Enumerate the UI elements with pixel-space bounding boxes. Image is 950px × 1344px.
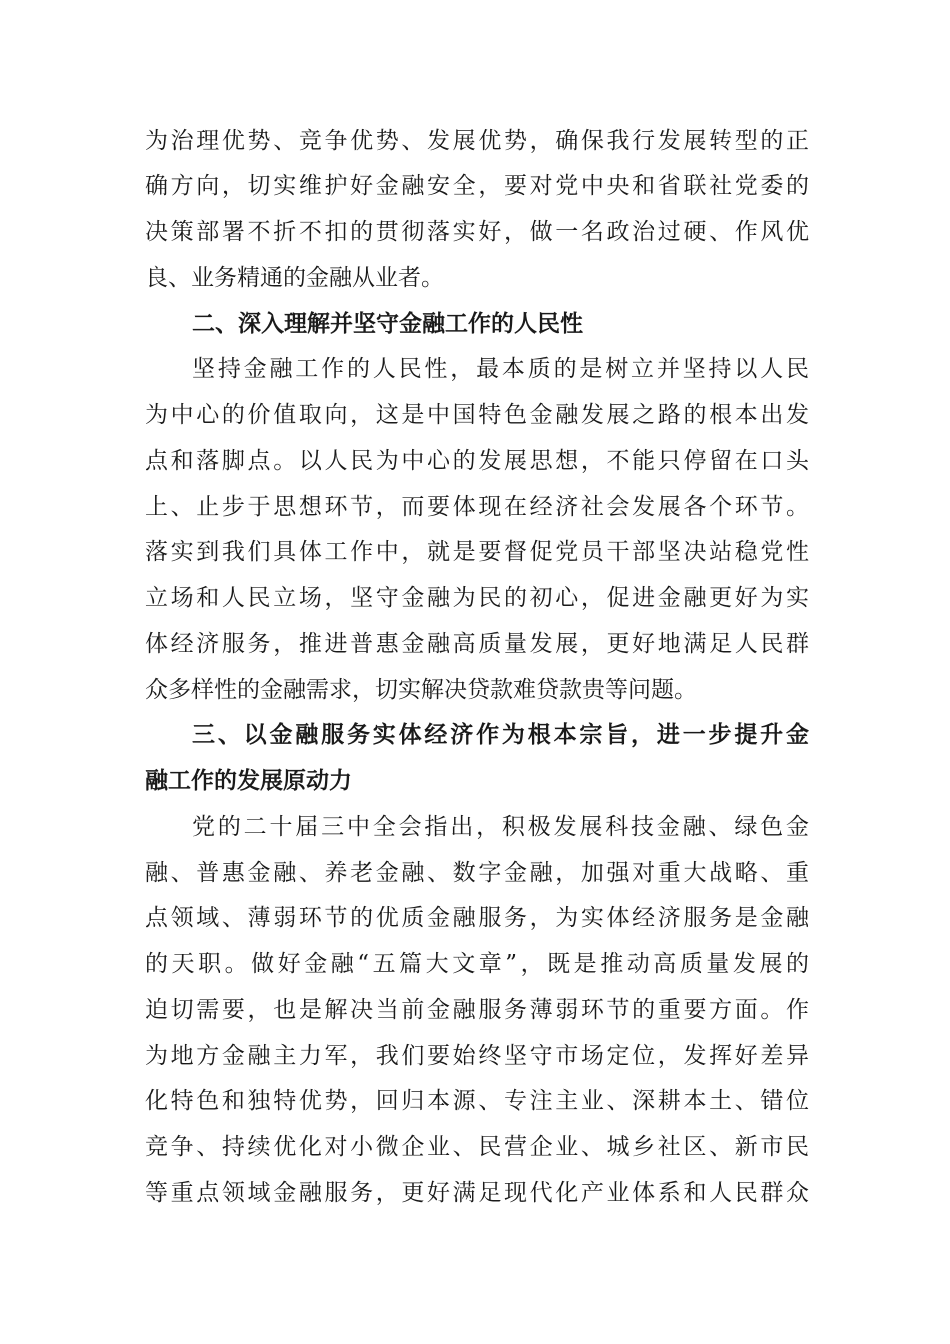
paragraph-line: 党的二十届三中全会指出，积极发展科技金融、绿色金 [192,814,809,840]
paragraph-line: 为治理优势、竞争优势、发展优势，确保我行发展转型的正 [145,128,809,154]
paragraph-line: 点领域、薄弱环节的优质金融服务，为实体经济服务是金融 [145,905,809,931]
paragraph-line: 落实到我们具体工作中，就是要督促党员干部坚决站稳党性 [145,539,809,565]
paragraph-line: 立场和人民立场，坚守金融为民的初心，促进金融更好为实 [145,585,809,611]
paragraph-line: 等重点领域金融服务，更好满足现代化产业体系和人民群众 [145,1180,809,1206]
paragraph-line: 坚持金融工作的人民性，最本质的是树立并坚持以人民 [192,356,809,382]
section-heading: 三、以金融服务实体经济作为根本宗旨，进一步提升金 [192,722,809,748]
paragraph-line: 众多样性的金融需求，切实解决贷款难贷款贵等问题。 [145,677,697,703]
paragraph-line: 的天职。做好金融“五篇大文章”，既是推动高质量发展的 [145,951,809,977]
paragraph-line: 为地方金融主力军，我们要始终坚守市场定位，发挥好差异 [145,1043,809,1069]
paragraph-line: 良、业务精通的金融从业者。 [145,265,444,291]
paragraph-line: 化特色和独特优势，回归本源、专注主业、深耕本土、错位 [145,1088,809,1114]
paragraph-line: 竞争、持续优化对小微企业、民营企业、城乡社区、新市民 [145,1134,809,1160]
paragraph-line: 点和落脚点。以人民为中心的发展思想，不能只停留在口头 [145,448,809,474]
section-heading: 融工作的发展原动力 [145,768,352,794]
paragraph-line: 融、普惠金融、养老金融、数字金融，加强对重大战略、重 [145,860,809,886]
paragraph-line: 决策部署不折不扣的贯彻落实好，做一名政治过硬、作风优 [145,219,809,245]
paragraph-line: 上、止步于思想环节，而要体现在经济社会发展各个环节。 [145,494,809,520]
section-heading: 二、深入理解并坚守金融工作的人民性 [192,311,583,337]
paragraph-line: 迫切需要，也是解决当前金融服务薄弱环节的重要方面。作 [145,997,809,1023]
paragraph-line: 确方向，切实维护好金融安全，要对党中央和省联社党委的 [145,173,809,199]
paragraph-line: 体经济服务，推进普惠金融高质量发展，更好地满足人民群 [145,631,809,657]
paragraph-line: 为中心的价值取向，这是中国特色金融发展之路的根本出发 [145,402,809,428]
